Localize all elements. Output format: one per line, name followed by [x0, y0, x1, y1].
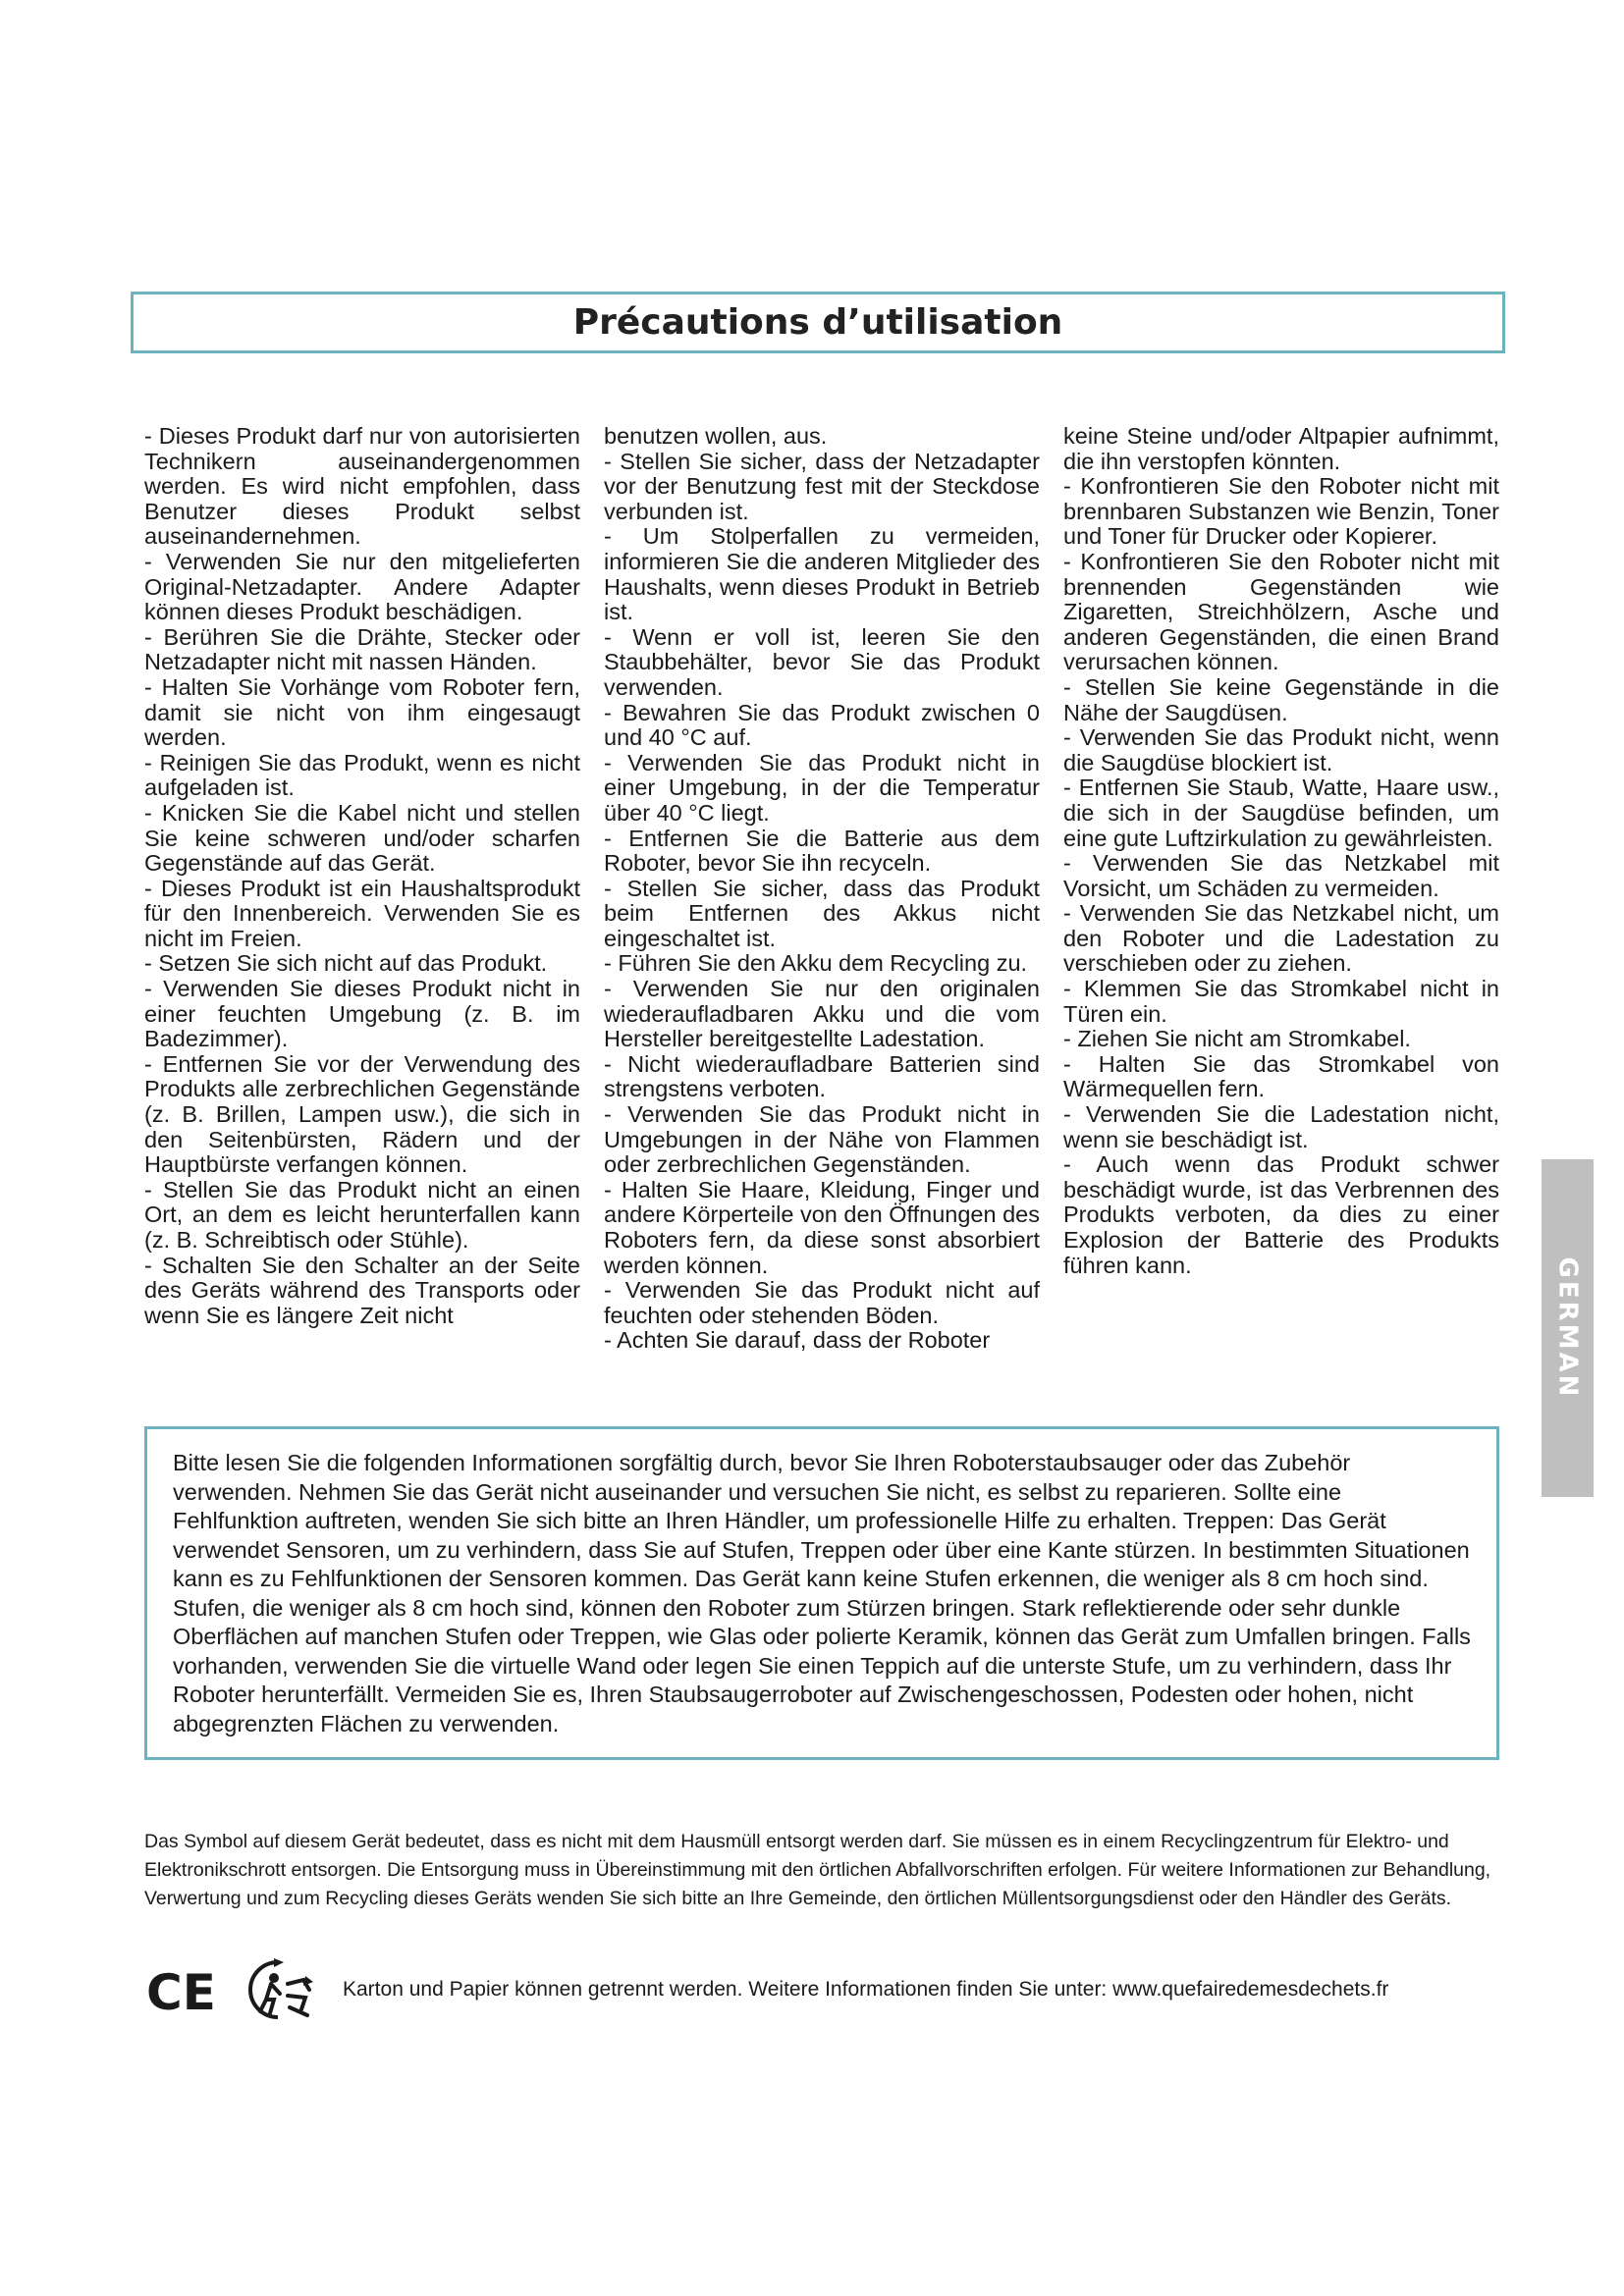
- precaution-item: - Um Stolperfallen zu vermeiden, informieren Sie die anderen Mitglieder des Haushalts, wenn dieses Produkt in Betrieb ist.: [604, 523, 1040, 625]
- precaution-item: - Halten Sie Haare, Kleidung, Finger und andere Körperteile von den Öffnungen des Roboters fern, da diese sonst absorbiert werden können.: [604, 1176, 1040, 1278]
- precaution-item: - Verwenden Sie das Produkt nicht in Umgebungen in der Nähe von Flammen oder zerbrechlichen Gegenständen.: [604, 1101, 1040, 1178]
- precaution-item: - Reinigen Sie das Produkt, wenn es nicht aufgeladen ist.: [144, 749, 580, 801]
- precaution-item: - Konfrontieren Sie den Roboter nicht mit brennenden Gegenständen wie Zigaretten, Streichhölzern, Asche und anderen Gegenständen, die einen Brand verursachen können.: [1063, 548, 1499, 675]
- info-box: [144, 1426, 1499, 1760]
- precaution-item: - Entfernen Sie die Batterie aus dem Roboter, bevor Sie ihn recyceln.: [604, 825, 1040, 877]
- precaution-item: - Verwenden Sie die Ladestation nicht, wenn sie beschädigt ist.: [1063, 1101, 1499, 1152]
- precautions-columns: [144, 424, 1499, 1357]
- precaution-item: - Stellen Sie keine Gegenstände in die Nähe der Saugdüsen.: [1063, 673, 1499, 725]
- precaution-item: - Ziehen Sie nicht am Stromkabel.: [1063, 1026, 1411, 1052]
- precaution-item: - Dieses Produkt darf nur von autorisierten Technikern auseinandergenommen werden. Es wird nicht empfohlen, dass Benutzer dieses Produkt selbst auseinandernehmen.: [144, 423, 580, 550]
- triman-recycling-icon: [244, 1956, 319, 2023]
- precaution-item: - Stellen Sie das Produkt nicht an einen Ort, an dem es leicht herunterfallen kann (z. B. Schreibtisch oder Stühle).: [144, 1176, 580, 1253]
- precaution-item: - Entfernen Sie vor der Verwendung des Produkts alle zerbrechlichen Gegenstände (z. B. Brillen, Lampen usw.), die sich in den Seitenbürsten, Rädern und der Hauptbürste verfangen können.: [144, 1050, 580, 1178]
- precaution-item: - Verwenden Sie das Netzkabel mit Vorsicht, um Schäden zu vermeiden.: [1063, 850, 1499, 901]
- precaution-item: - Verwenden Sie dieses Produkt nicht in einer feuchten Umgebung (z. B. im Badezimmer).: [144, 976, 580, 1052]
- precaution-item: - Halten Sie das Stromkabel von Wärmequellen fern.: [1063, 1050, 1499, 1102]
- precaution-item: - Schalten Sie den Schalter an der Seite des Geräts während des Transports oder wenn Sie es längere Zeit nicht: [144, 1252, 580, 1328]
- precaution-item: - Knicken Sie die Kabel nicht und stellen Sie keine schweren und/oder scharfen Gegenstände auf das Gerät.: [144, 799, 580, 877]
- footer: [144, 1955, 1499, 2024]
- column-1: [144, 424, 580, 1357]
- precaution-item: - Verwenden Sie das Produkt nicht in einer Umgebung, in der die Temperatur über 40 °C liegt.: [604, 749, 1040, 826]
- precaution-item: - Nicht wiederaufladbare Batterien sind strengstens verboten.: [604, 1050, 1040, 1102]
- precaution-item: - Verwenden Sie das Netzkabel nicht, um den Roboter und die Ladestation zu verschieben oder zu ziehen.: [1063, 900, 1499, 977]
- precaution-item: - Verwenden Sie das Produkt nicht auf feuchten oder stehenden Böden.: [604, 1277, 1040, 1328]
- precaution-item: - Führen Sie den Akku dem Recycling zu.: [604, 950, 1028, 977]
- precaution-item: keine Steine und/oder Altpapier aufnimmt, die ihn verstopfen könnten.: [1063, 423, 1499, 474]
- precaution-item: - Stellen Sie sicher, dass der Netzadapter vor der Benutzung fest mit der Steckdose verbunden ist.: [604, 448, 1040, 524]
- disposal-notice: [144, 1828, 1499, 1913]
- column-3: [1063, 424, 1499, 1357]
- language-tab-label: GERMAN: [1552, 1256, 1583, 1400]
- precaution-item: - Konfrontieren Sie den Roboter nicht mit brennbaren Substanzen wie Benzin, Toner und Toner für Drucker oder Kopierer.: [1063, 473, 1499, 550]
- precaution-item: benutzen wollen, aus.: [604, 423, 828, 449]
- precaution-item: - Stellen Sie sicher, dass das Produkt beim Entfernen des Akkus nicht eingeschaltet ist.: [604, 875, 1040, 951]
- column-2: [604, 424, 1040, 1357]
- precaution-item: - Verwenden Sie nur den originalen wiederaufladbaren Akku und die vom Hersteller bereitgestellte Ladestation.: [604, 976, 1040, 1052]
- precaution-item: - Achten Sie darauf, dass der Roboter: [604, 1327, 991, 1354]
- precaution-item: - Verwenden Sie nur den mitgelieferten Original-Netzadapter. Andere Adapter können dieses Produkt beschädigen.: [144, 548, 580, 625]
- precaution-item: - Verwenden Sie das Produkt nicht, wenn die Saugdüse blockiert ist.: [1063, 724, 1499, 775]
- precaution-item: - Wenn er voll ist, leeren Sie den Staubbehälter, bevor Sie das Produkt verwenden.: [604, 623, 1040, 700]
- precaution-item: - Bewahren Sie das Produkt zwischen 0 und 40 °C auf.: [604, 699, 1040, 751]
- language-tab: [1542, 1159, 1594, 1497]
- precaution-item: - Setzen Sie sich nicht auf das Produkt.: [144, 950, 548, 977]
- precaution-item: - Auch wenn das Produkt schwer beschädigt wurde, ist das Verbrennen des Produkts verboten, da dies zu einer Explosion der Batterie des Produkts führen kann.: [1063, 1151, 1499, 1278]
- precaution-item: - Dieses Produkt ist ein Haushaltsprodukt für den Innenbereich. Verwenden Sie es nicht im Freien.: [144, 875, 580, 951]
- info-box-text: Bitte lesen Sie die folgenden Informationen sorgfältig durch, bevor Sie Ihren Roboterstaubsauger oder das Zubehör verwenden. Nehmen Sie das Gerät nicht auseinander und versuchen Sie nicht, es selbst zu reparieren. Sollte eine Fehlfunktion auftreten, wenden Sie sich bitte an Ihren Händler, um professionelle Hilfe zu erhalten. Treppen: Das Gerät verwendet Sensoren, um zu verhindern, dass Sie auf Stufen, Treppen oder über eine Kante stürzen. In bestimmten Situationen kann es zu Fehlfunktionen der Sensoren kommen. Das Gerät kann keine Stufen erkennen, die weniger als 8 cm hoch sind. Stufen, die weniger als 8 cm hoch sind, können den Roboter zum Stürzen bringen. Stark reflektierende oder sehr dunkle Oberflächen auf manchen Stufen oder Treppen, wie Glas oder polierte Keramik, können das Gerät zum Umfallen bringen. Falls vorhanden, verwenden Sie die virtuelle Wand oder legen Sie einen Teppich auf die unterste Stufe, um zu verhindern, dass Ihr Roboter herunterfällt. Vermeiden Sie es, Ihren Staubsaugerroboter auf Zwischengeschossen, Podesten oder hohen, nicht abgegrenzten Flächen zu verwenden.: [173, 1450, 1471, 1736]
- title-box: [131, 292, 1505, 353]
- ce-mark-icon: [144, 1962, 223, 2017]
- precaution-item: - Halten Sie Vorhänge vom Roboter fern, damit sie nicht von ihm eingesaugt werden.: [144, 673, 580, 751]
- precaution-item: - Klemmen Sie das Stromkabel nicht in Türen ein.: [1063, 976, 1499, 1027]
- page-title: Précautions d’utilisation: [572, 302, 1063, 343]
- precaution-item: - Berühren Sie die Drähte, Stecker oder Netzadapter nicht mit nassen Händen.: [144, 623, 580, 675]
- footer-text: Karton und Papier können getrennt werden. Weitere Informationen finden Sie unter: www.quefairedemesdechets.fr: [343, 1978, 1389, 2001]
- ce-mark-text: CE: [146, 1964, 216, 2017]
- precaution-item: - Entfernen Sie Staub, Watte, Haare usw., die sich in der Saugdüse befinden, um eine gute Luftzirkulation zu gewährleisten.: [1063, 774, 1499, 851]
- disposal-text: Das Symbol auf diesem Gerät bedeutet, dass es nicht mit dem Hausmüll entsorgt werden darf. Sie müssen es in einem Recyclingzentrum für Elektro- und Elektronikschrott entsorgen. Die Entsorgung muss in Übereinstimmung mit den örtlichen Abfallvorschriften erfolgen. Für weitere Informationen zur Behandlung, Verwertung und zum Recycling dieses Geräts wenden Sie sich bitte an Ihre Gemeinde, den örtlichen Müllentsorgungsdienst oder den Händler des Geräts.: [144, 1831, 1491, 1909]
